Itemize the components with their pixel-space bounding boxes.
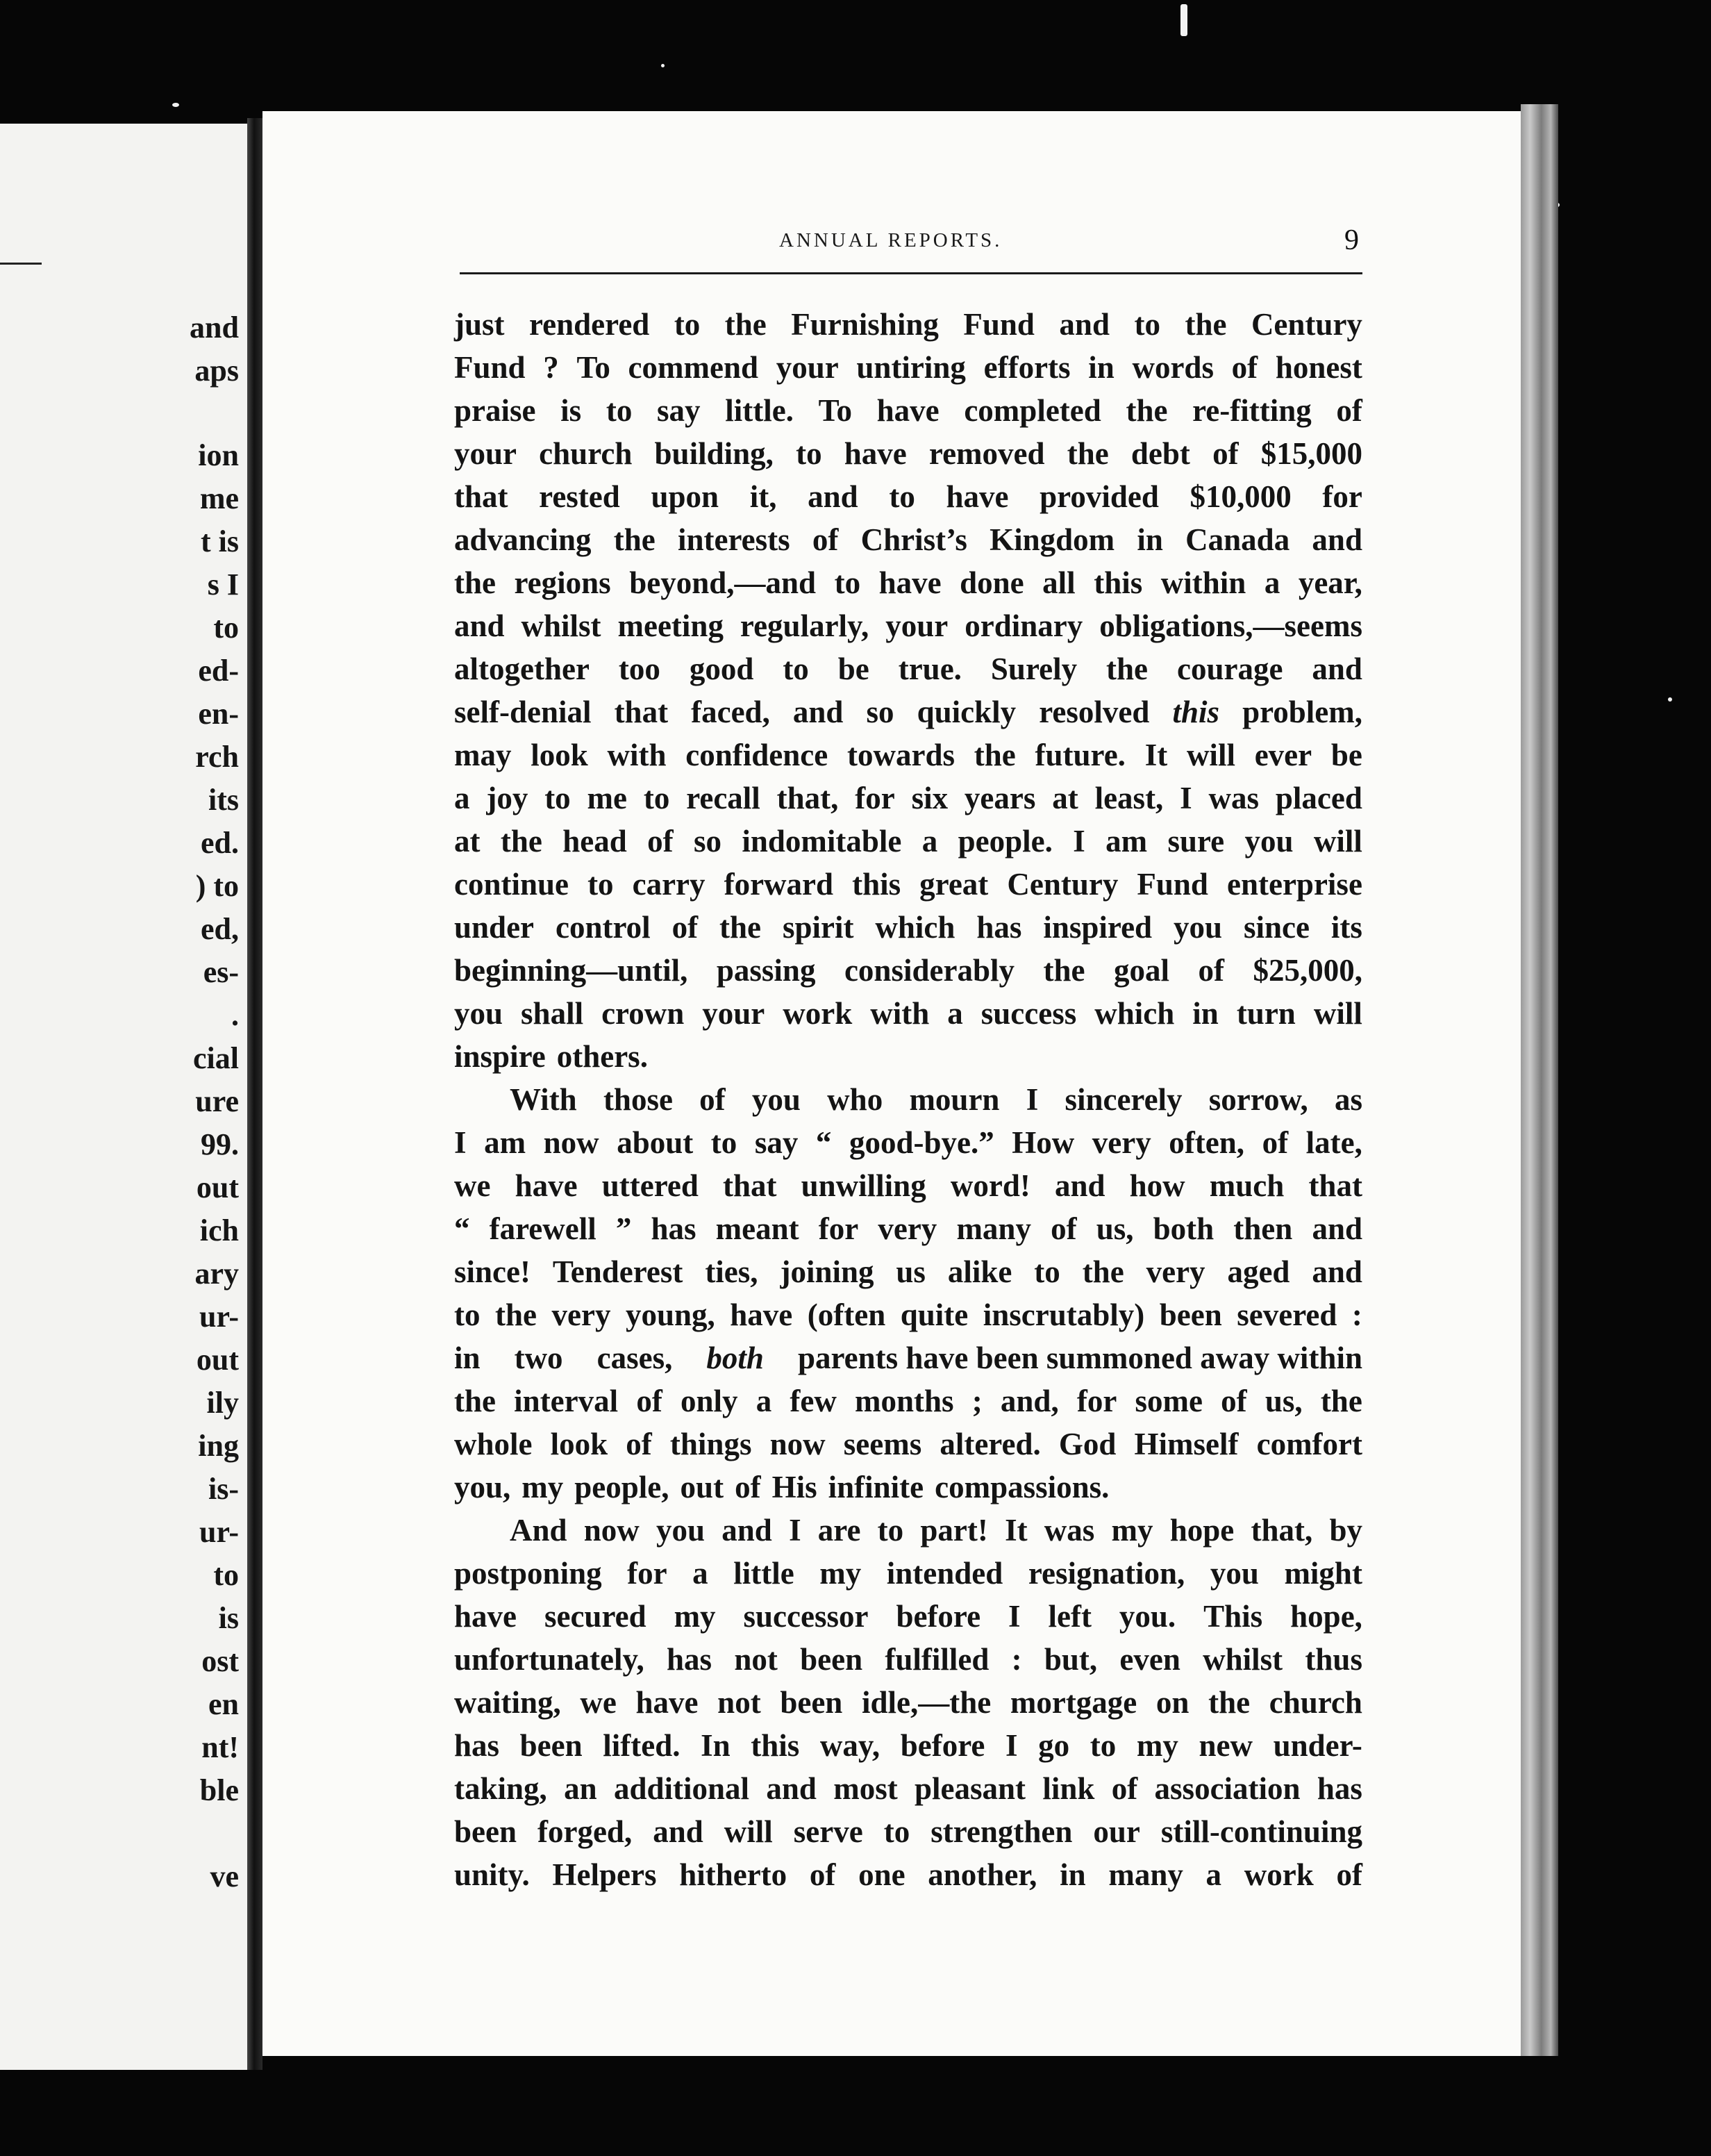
previous-page-fragment: out [196, 1343, 239, 1377]
previous-page-strip [0, 124, 249, 2070]
previous-page-fragment: ily [206, 1386, 239, 1420]
page-number: 9 [1344, 224, 1359, 256]
text-line: postponing for a little my intended resignation, you might [454, 1556, 1362, 1591]
text-line: just rendered to the Furnishing Fund and to the Century [454, 307, 1362, 342]
previous-page-fragment: ble [199, 1773, 239, 1807]
text-line: advancing the interests of Christ’s Kingdom in Canada and [454, 522, 1362, 557]
previous-page-fragment: 99. [201, 1127, 239, 1161]
text-line: altogether too good to be true. Surely the courage and [454, 652, 1362, 686]
text-line: unity. Helpers hitherto of one another, in many a work of [454, 1857, 1362, 1892]
text-line: “ farewell ” has meant for very many of us, both then and [454, 1211, 1362, 1246]
text-line: you, my people, out of His infinite compassions. [454, 1470, 1110, 1504]
text-line: the interval of only a few months ; and, for some of us, the [454, 1384, 1362, 1418]
text-line: been forged, and will serve to strengthen our still-continuing [454, 1814, 1362, 1849]
previous-page-fragment: and [190, 310, 239, 345]
text-line: to the very young, have (often quite inscrutably) been severed : [454, 1297, 1362, 1332]
previous-page-fragment: ) to [195, 869, 239, 903]
previous-page-fragment: ure [195, 1084, 239, 1118]
previous-page-fragment: is [218, 1601, 239, 1635]
previous-page-fragment: ion [198, 438, 239, 472]
previous-page-fragment: ed. [201, 826, 239, 860]
text-line: you shall crown your work with a success which in turn will [454, 996, 1362, 1031]
scan-speck [1180, 4, 1187, 36]
previous-page-fragment: ed, [201, 912, 239, 946]
page-body-text [454, 303, 1362, 1896]
previous-page-fragment: ur- [199, 1515, 239, 1549]
running-head: ANNUAL REPORTS. [779, 229, 1003, 251]
scan-speck [661, 64, 665, 67]
previous-page-fragment: ich [199, 1213, 239, 1247]
book-gutter [247, 118, 262, 2070]
previous-page-fragment: rch [195, 740, 239, 774]
previous-page-fragment: ed- [198, 654, 239, 688]
previous-page-fragment: en [208, 1687, 239, 1721]
previous-page-fragment: cial [193, 1041, 239, 1075]
text-line-continuation: parents have been summoned away within [797, 1341, 1362, 1375]
text-line: and whilst meeting regularly, your ordinary obligations,—seems [454, 608, 1362, 643]
text-line: has been lifted. In this way, before I go to my new under- [454, 1728, 1362, 1763]
previous-page-fragment: to [213, 1558, 239, 1592]
italic-word: this [1172, 695, 1219, 729]
text-line: whole look of things now seems altered. God Himself comfort [454, 1427, 1362, 1461]
previous-page-fragment: nt! [201, 1730, 239, 1764]
previous-page-head-rule [0, 263, 42, 265]
previous-page-fragment: ary [194, 1257, 239, 1291]
previous-page-fragment: t is [201, 524, 239, 558]
previous-page-fragment: is- [208, 1472, 239, 1506]
text-line: may look with confidence towards the future. It will ever be [454, 738, 1362, 772]
previous-page-fragment: . [231, 998, 239, 1032]
previous-page-fragment: aps [194, 354, 239, 388]
text-line-continuation: problem, [1242, 695, 1362, 729]
previous-page-fragment: ve [210, 1859, 239, 1893]
text-line: at the head of so indomitable a people. I am sure you will [454, 824, 1362, 859]
text-line: continue to carry forward this great Century Fund enterprise [454, 867, 1362, 902]
text-line: Fund ? To commend your untiring efforts in words of honest [454, 350, 1362, 385]
text-line: we have uttered that unwilling word! and how much that [454, 1168, 1362, 1203]
text-line: praise is to say little. To have completed the re-fitting of [454, 393, 1362, 428]
text-line: a joy to me to recall that, for six years at least, I was placed [454, 781, 1362, 815]
text-line: beginning—until, passing considerably the goal of $25,000, [454, 953, 1362, 988]
text-line: With those of you who mourn I sincerely sorrow, as [510, 1082, 1362, 1117]
text-line: under control of the spirit which has inspired you since its [454, 910, 1362, 945]
italic-word: both [706, 1341, 764, 1375]
previous-page-fragment: ing [198, 1429, 239, 1463]
text-line: And now you and I are to part! It was my hope that, by [510, 1513, 1362, 1548]
text-line: taking, an additional and most pleasant link of association has [454, 1771, 1362, 1806]
text-line: inspire others. [454, 1039, 648, 1074]
previous-page-fragment: ur- [199, 1300, 239, 1334]
text-line: waiting, we have not been idle,—the mortgage on the church [454, 1685, 1362, 1720]
header-rule [460, 272, 1362, 274]
previous-page-fragment: out [196, 1170, 239, 1204]
text-line: unfortunately, has not been fulfilled : but, even whilst thus [454, 1642, 1362, 1677]
previous-page-fragment: s I [207, 567, 239, 602]
page-stack-edge [1521, 104, 1558, 2056]
previous-page-fragment: es- [203, 955, 239, 989]
text-line: self-denial that faced, and so quickly resolved this problem, [454, 690, 1362, 733]
text-line: your church building, to have removed the debt of $15,000 [454, 436, 1362, 471]
previous-page-fragment: to [213, 611, 239, 645]
previous-page-fragment: ost [201, 1644, 239, 1678]
previous-page-fragment: its [208, 783, 239, 817]
previous-page-fragment: en- [198, 697, 239, 731]
text-line: the regions beyond,—and to have done all this within a year, [454, 565, 1362, 600]
text-line: that rested upon it, and to have provided $10,000 for [454, 479, 1362, 514]
text-line: in two cases, both parents have been summoned away within [454, 1336, 1362, 1379]
text-line: I am now about to say “ good-bye.” How very often, of late, [454, 1125, 1362, 1160]
text-line: have secured my successor before I left you. This hope, [454, 1599, 1362, 1634]
scan-speck [1668, 697, 1672, 702]
previous-page-fragment: me [199, 481, 239, 515]
text-line: since! Tenderest ties, joining us alike to the very aged and [454, 1254, 1362, 1289]
scan-speck [172, 103, 179, 107]
